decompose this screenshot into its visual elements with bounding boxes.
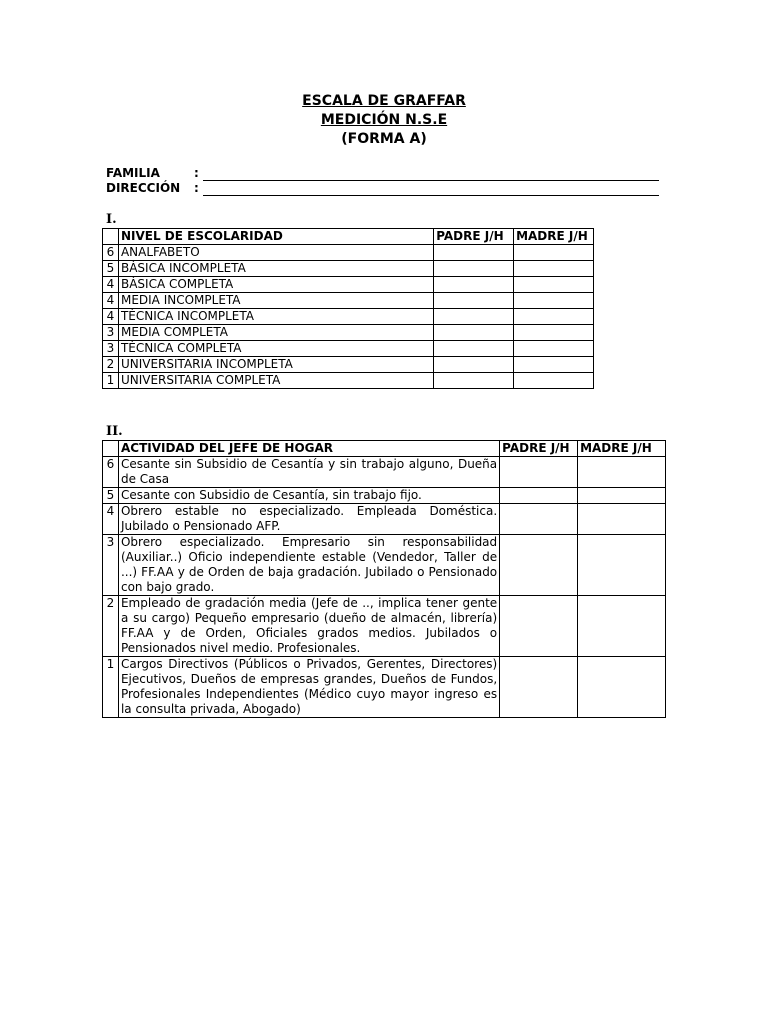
header-madre: MADRE J/H	[578, 441, 666, 457]
padre-checkbox-cell[interactable]	[434, 325, 514, 341]
table-row	[103, 488, 666, 504]
description-cell: Empleado de gradación media (Jefe de .., implica tener gente a su cargo) Pequeño empresario (dueño de almacén, librería) FF.AA y de Orden, Oficiales grados medios. Jubilados o Pensionados nivel medio. Profesionales.	[118, 596, 499, 657]
padre-checkbox-cell[interactable]	[434, 277, 514, 293]
score-cell: 2	[103, 357, 119, 373]
score-cell: 1	[103, 657, 119, 718]
padre-checkbox-cell[interactable]	[434, 293, 514, 309]
madre-checkbox-cell[interactable]	[514, 277, 594, 293]
table-header-row	[103, 441, 666, 457]
direccion-label: DIRECCIÓN	[106, 181, 181, 195]
table-row	[103, 535, 666, 596]
header-madre: MADRE J/H	[514, 229, 594, 245]
table-row	[103, 596, 666, 657]
madre-checkbox-cell[interactable]	[578, 488, 666, 504]
familia-separator: :	[194, 166, 199, 180]
familia-label: FAMILIA	[106, 166, 160, 180]
padre-checkbox-cell[interactable]	[500, 457, 578, 488]
madre-checkbox-cell[interactable]	[578, 596, 666, 657]
score-cell: 6	[103, 245, 119, 261]
table-row	[103, 341, 594, 357]
madre-checkbox-cell[interactable]	[514, 357, 594, 373]
table-row	[103, 504, 666, 535]
padre-checkbox-cell[interactable]	[434, 357, 514, 373]
familia-blank-line[interactable]	[203, 168, 659, 181]
description-cell: UNIVERSITARIA INCOMPLETA	[118, 357, 433, 373]
padre-checkbox-cell[interactable]	[434, 245, 514, 261]
madre-checkbox-cell[interactable]	[514, 373, 594, 389]
description-cell: ANALFABETO	[118, 245, 433, 261]
score-cell: 2	[103, 596, 119, 657]
table-row	[103, 277, 594, 293]
section-1-label: I.	[106, 212, 117, 227]
table-row	[103, 657, 666, 718]
title-line-1: ESCALA DE GRAFFAR	[302, 93, 466, 109]
direccion-blank-line[interactable]	[203, 183, 659, 196]
description-cell: Cesante con Subsidio de Cesantía, sin trabajo fijo.	[118, 488, 499, 504]
table-row	[103, 325, 594, 341]
padre-checkbox-cell[interactable]	[434, 373, 514, 389]
padre-checkbox-cell[interactable]	[434, 261, 514, 277]
padre-checkbox-cell[interactable]	[500, 657, 578, 718]
description-cell: Cargos Directivos (Públicos o Privados, Gerentes, Directores) Ejecutivos, Dueños de empresas grandes, Dueños de Fundos, Profesionales Independientes (Médico cuyo mayor ingreso es la consulta privada, Abogado)	[118, 657, 499, 718]
description-cell: MEDIA INCOMPLETA	[118, 293, 433, 309]
score-cell: 5	[103, 261, 119, 277]
madre-checkbox-cell[interactable]	[514, 341, 594, 357]
score-cell: 3	[103, 341, 119, 357]
table-row	[103, 457, 666, 488]
table-row	[103, 309, 594, 325]
padre-checkbox-cell[interactable]	[500, 488, 578, 504]
header-nivel-escolaridad: NIVEL DE ESCOLARIDAD	[118, 229, 433, 245]
table-row	[103, 293, 594, 309]
title-line-3: (FORMA A)	[341, 131, 427, 147]
direccion-separator: :	[194, 181, 199, 195]
madre-checkbox-cell[interactable]	[514, 325, 594, 341]
madre-checkbox-cell[interactable]	[514, 293, 594, 309]
actividad-table	[102, 440, 666, 718]
score-cell: 4	[103, 504, 119, 535]
madre-checkbox-cell[interactable]	[514, 261, 594, 277]
score-cell: 4	[103, 277, 119, 293]
madre-checkbox-cell[interactable]	[578, 657, 666, 718]
description-cell: TÉCNICA INCOMPLETA	[118, 309, 433, 325]
escolaridad-table	[102, 228, 594, 389]
score-cell: 3	[103, 325, 119, 341]
score-cell: 3	[103, 535, 119, 596]
header-score-cell	[103, 441, 119, 457]
score-cell: 4	[103, 309, 119, 325]
madre-checkbox-cell[interactable]	[578, 457, 666, 488]
padre-checkbox-cell[interactable]	[434, 309, 514, 325]
header-actividad-jefe-hogar: ACTIVIDAD DEL JEFE DE HOGAR	[118, 441, 499, 457]
table-row	[103, 245, 594, 261]
document-title	[0, 92, 768, 149]
padre-checkbox-cell[interactable]	[500, 504, 578, 535]
table-header-row	[103, 229, 594, 245]
padre-checkbox-cell[interactable]	[500, 535, 578, 596]
table-row	[103, 373, 594, 389]
header-padre: PADRE J/H	[500, 441, 578, 457]
madre-checkbox-cell[interactable]	[578, 504, 666, 535]
header-score-cell	[103, 229, 119, 245]
description-cell: BÁSICA INCOMPLETA	[118, 261, 433, 277]
table-row	[103, 261, 594, 277]
header-padre: PADRE J/H	[434, 229, 514, 245]
score-cell: 5	[103, 488, 119, 504]
madre-checkbox-cell[interactable]	[578, 535, 666, 596]
familia-field[interactable]	[106, 166, 659, 181]
description-cell: MEDIA COMPLETA	[118, 325, 433, 341]
section-2-label: II.	[106, 424, 123, 439]
description-cell: Cesante sin Subsidio de Cesantía y sin trabajo alguno, Dueña de Casa	[118, 457, 499, 488]
score-cell: 6	[103, 457, 119, 488]
description-cell: UNIVERSITARIA COMPLETA	[118, 373, 433, 389]
madre-checkbox-cell[interactable]	[514, 309, 594, 325]
description-cell: TÉCNICA COMPLETA	[118, 341, 433, 357]
table-row	[103, 357, 594, 373]
description-cell: Obrero especializado. Empresario sin responsabilidad (Auxiliar..) Oficio independiente estable (Vendedor, Taller de ...) FF.AA y de Orden de baja gradación. Jubilado o Pensionado con bajo grado.	[118, 535, 499, 596]
description-cell: BÁSICA COMPLETA	[118, 277, 433, 293]
score-cell: 1	[103, 373, 119, 389]
description-cell: Obrero estable no especializado. Empleada Doméstica. Jubilado o Pensionado AFP.	[118, 504, 499, 535]
direccion-field[interactable]	[106, 181, 659, 196]
padre-checkbox-cell[interactable]	[434, 341, 514, 357]
title-line-2: MEDICIÓN N.S.E	[320, 112, 448, 128]
padre-checkbox-cell[interactable]	[500, 596, 578, 657]
madre-checkbox-cell[interactable]	[514, 245, 594, 261]
score-cell: 4	[103, 293, 119, 309]
